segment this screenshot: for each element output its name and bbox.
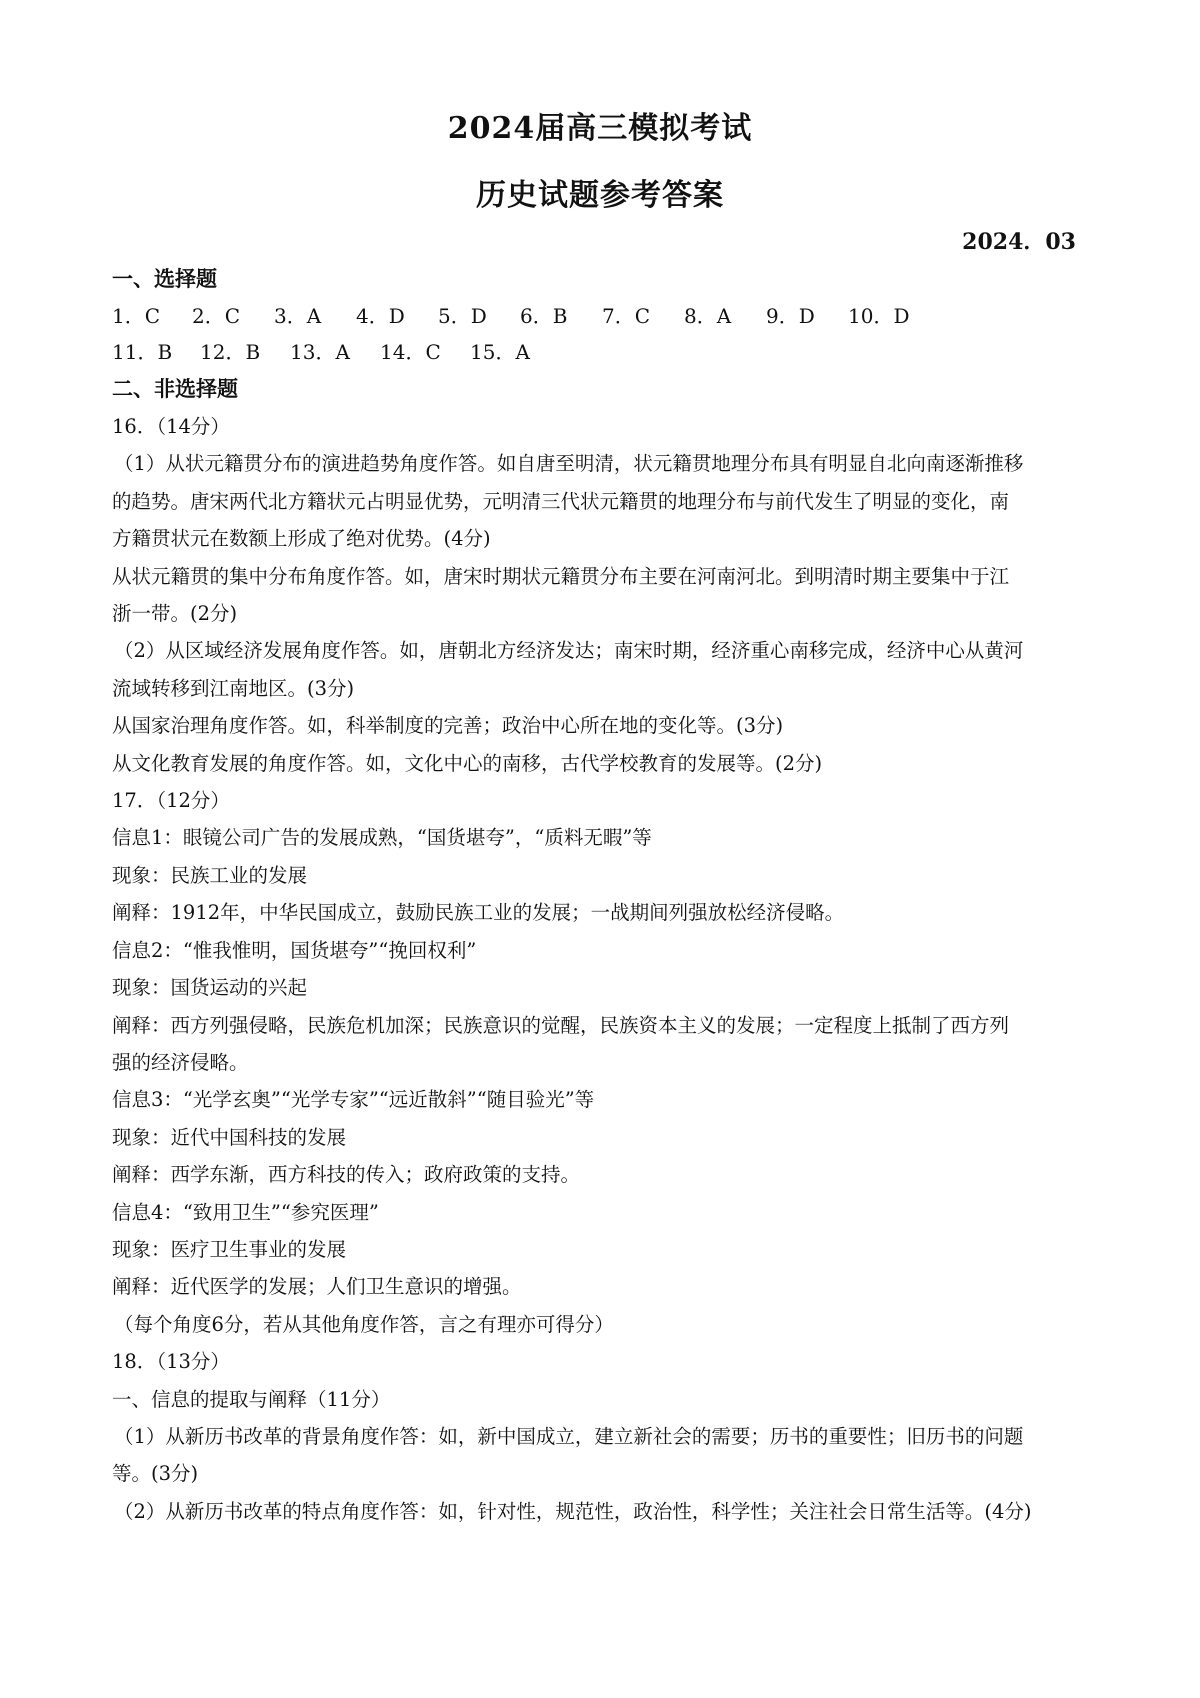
answer-item: 10．D [848,304,910,328]
choice-answers-row-2 [112,334,1094,370]
answer-item: 2．C [192,304,241,328]
scoring-note: （每个角度6分，若从其他角度作答，言之有理亦可得分） [114,1312,614,1336]
answer-item: 8．A [684,304,732,328]
answer-item: 12．B [200,340,261,364]
answer-line: 现象：民族工业的发展 [112,863,308,887]
choice-answers-row-1 [112,298,1094,334]
answer-line: （1）从新历书改革的背景角度作答：如，新中国成立，建立新社会的需要；历书的重要性；旧历书的问题 [114,1424,1024,1448]
answer-line: 流域转移到江南地区。(3分) [112,676,355,700]
answer-line: 阐释：西方列强侵略，民族危机加深；民族意识的觉醒，民族资本主义的发展；一定程度上抵制了西方列 [112,1013,1010,1037]
answer-item: 15．A [470,340,530,364]
question-header: 17．（12分） [112,789,230,813]
answer-line: 信息3：“光学玄奥”“光学专家”“远近散斜”“随目验光”等 [112,1088,595,1112]
answer-line: 现象：国货运动的兴起 [112,976,308,1000]
section-heading-nonchoice: 二、非选择题 [112,376,238,401]
answer-line: 现象：近代中国科技的发展 [112,1125,347,1149]
question-header: 18．（13分） [112,1350,230,1374]
answer-line: 阐释：1912年，中华民国成立，鼓励民族工业的发展；一战期间列强放松经济侵略。 [112,901,845,925]
answer-item: 4．D [356,304,405,328]
answer-item: 6．B [520,304,568,328]
answer-line: 一、信息的提取与阐释（11分） [112,1387,391,1411]
answer-item: 9．D [766,304,815,328]
answer-line: 阐释：西学东渐，西方科技的传入；政府政策的支持。 [112,1163,581,1187]
answer-item: 11．B [112,340,173,364]
nonchoice-answers [112,408,1094,1530]
answer-line: 现象：医疗卫生事业的发展 [112,1237,347,1261]
section-heading-choice: 一、选择题 [112,266,217,291]
answer-line: （1）从状元籍贯分布的演进趋势角度作答。如自唐至明清，状元籍贯地理分布具有明显自北向南逐渐推移 [114,452,1024,476]
answer-item: 3．A [274,304,322,328]
question-header: 16．（14分） [112,415,230,438]
answer-line: 方籍贯状元在数额上形成了绝对优势。(4分) [112,527,491,551]
answer-line: 从状元籍贯的集中分布角度作答。如，唐宋时期状元籍贯分布主要在河南河北。到明清时期主要集中于江 [112,564,1010,588]
answer-line: 信息1：眼镜公司广告的发展成熟，“国货堪夸”，“质料无暇”等 [112,826,652,850]
answer-line: 从国家治理角度作答。如，科举制度的完善；政治中心所在地的变化等。(3分) [112,714,784,738]
exam-title: 2024届高三模拟考试 [447,111,753,146]
answer-line: 等。(3分) [112,1462,199,1486]
answer-line: （2）从新历书改革的特点角度作答：如，针对性，规范性，政治性，科学性；关注社会日常生活等。(4分) [114,1499,1032,1523]
answer-item: 1．C [112,304,161,328]
answer-line: 阐释：近代医学的发展；人们卫生意识的增强。 [112,1275,522,1299]
answer-item: 7．C [602,304,651,328]
answer-line: 信息4：“致用卫生”“参究医理” [112,1200,379,1224]
answer-item: 13．A [290,340,350,364]
exam-subtitle: 历史试题参考答案 [476,178,724,213]
answer-line: 浙一带。(2分) [112,602,238,626]
answer-item: 14．C [380,340,441,364]
answer-line: 的趋势。唐宋两代北方籍状元占明显优势，元明清三代状元籍贯的地理分布与前代发生了明显的变化，南 [112,489,1010,513]
answer-item: 5．D [438,304,487,328]
exam-date: 2024．03 [962,229,1076,255]
answer-line: 从文化教育发展的角度作答。如，文化中心的南移，古代学校教育的发展等。(2分) [112,751,823,775]
answer-body [112,260,1094,1530]
answer-line: （2）从区域经济发展角度作答。如，唐朝北方经济发达；南宋时期，经济重心南移完成，经济中心从黄河 [114,639,1024,663]
answer-line: 强的经济侵略。 [112,1050,249,1074]
answer-line: 信息2：“惟我惟明，国货堪夸”“挽回权利” [112,938,477,962]
